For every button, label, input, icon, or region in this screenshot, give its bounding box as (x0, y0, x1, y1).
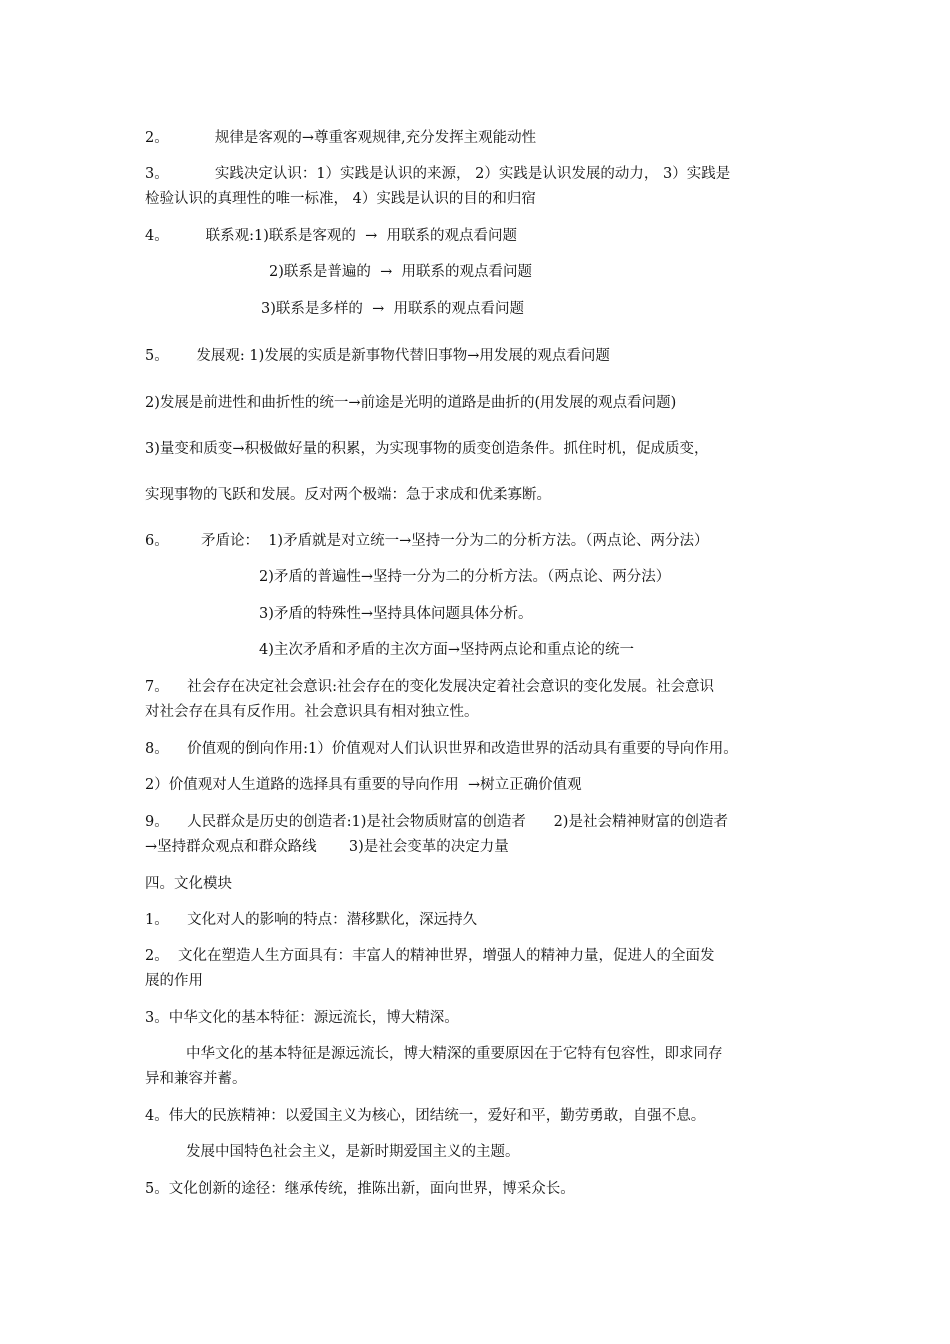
text-line: 3。中华文化的基本特征：源远流长，博大精深。 (145, 1010, 459, 1026)
text-line: 2。 文化在塑造人生方面具有：丰富人的精神世界，增强人的精神力量，促进人的全面发 (145, 948, 715, 964)
text-line: 发展中国特色社会主义，是新时期爱国主义的主题。 (186, 1144, 520, 1160)
text-line: 3。 实践决定认识：1）实践是认识的来源， 2）实践是认识发展的动力， 3）实践是 (145, 166, 731, 182)
text-line: 3)量变和质变→积极做好量的积累，为实现事物的质变创造条件。抓住时机，促成质变， (145, 441, 709, 457)
text-line: 5。文化创新的途径：继承传统，推陈出新，面向世界，博采众长。 (145, 1181, 575, 1197)
text-line: 8。 价值观的倒向作用:1）价值观对人们认识世界和改造世界的活动具有重要的导向作用。 (145, 741, 738, 757)
text-line: 4。伟大的民族精神：以爱国主义为核心，团结统一，爱好和平，勤劳勇敢，自强不息。 (145, 1108, 706, 1124)
text-line: 5。 发展观: 1)发展的实质是新事物代替旧事物→用发展的观点看问题 (145, 348, 610, 364)
text-line: 检验认识的真理性的唯一标准， 4）实践是认识的目的和归宿 (145, 191, 536, 207)
text-line: 3)联系是多样的 → 用联系的观点看问题 (261, 301, 524, 317)
text-line: 2）价值观对人生道路的选择具有重要的导向作用 →树立正确价值观 (145, 777, 582, 793)
text-line: 2。 规律是客观的→尊重客观规律,充分发挥主观能动性 (145, 130, 537, 146)
text-line: 2)发展是前进性和曲折性的统一→前途是光明的道路是曲折的(用发展的观点看问题) (145, 395, 677, 411)
section-heading: 四。文化模块 (145, 876, 232, 892)
text-line: →坚持群众观点和群众路线 3)是社会变革的决定力量 (145, 839, 509, 855)
text-line: 9。 人民群众是历史的创造者:1)是社会物质财富的创造者 2)是社会精神财富的创造者 (145, 814, 728, 830)
text-line: 6。 矛盾论： 1)矛盾就是对立统一→坚持一分为二的分析方法。（两点论、两分法） (145, 533, 709, 549)
text-line: 4。 联系观:1)联系是客观的 → 用联系的观点看问题 (145, 228, 517, 244)
text-line: 2)联系是普遍的 → 用联系的观点看问题 (269, 264, 532, 280)
text-line: 实现事物的飞跃和发展。反对两个极端：急于求成和优柔寡断。 (145, 487, 551, 503)
text-line: 3)矛盾的特殊性→坚持具体问题具体分析。 (259, 606, 533, 622)
text-line: 对社会存在具有反作用。社会意识具有相对独立性。 (145, 704, 479, 720)
text-line: 7。 社会存在决定社会意识:社会存在的变化发展决定着社会意识的变化发展。社会意识 (145, 679, 715, 695)
text-line: 2)矛盾的普遍性→坚持一分为二的分析方法。（两点论、两分法） (259, 569, 671, 585)
text-line: 4)主次矛盾和矛盾的主次方面→坚持两点论和重点论的统一 (259, 642, 635, 658)
text-line: 异和兼容并蓄。 (145, 1071, 247, 1087)
text-line: 中华文化的基本特征是源远流长，博大精深的重要原因在于它特有包容性，即求同存 (186, 1046, 723, 1062)
text-line: 展的作用 (145, 973, 203, 989)
text-line: 1。 文化对人的影响的特点：潜移默化，深远持久 (145, 912, 478, 928)
